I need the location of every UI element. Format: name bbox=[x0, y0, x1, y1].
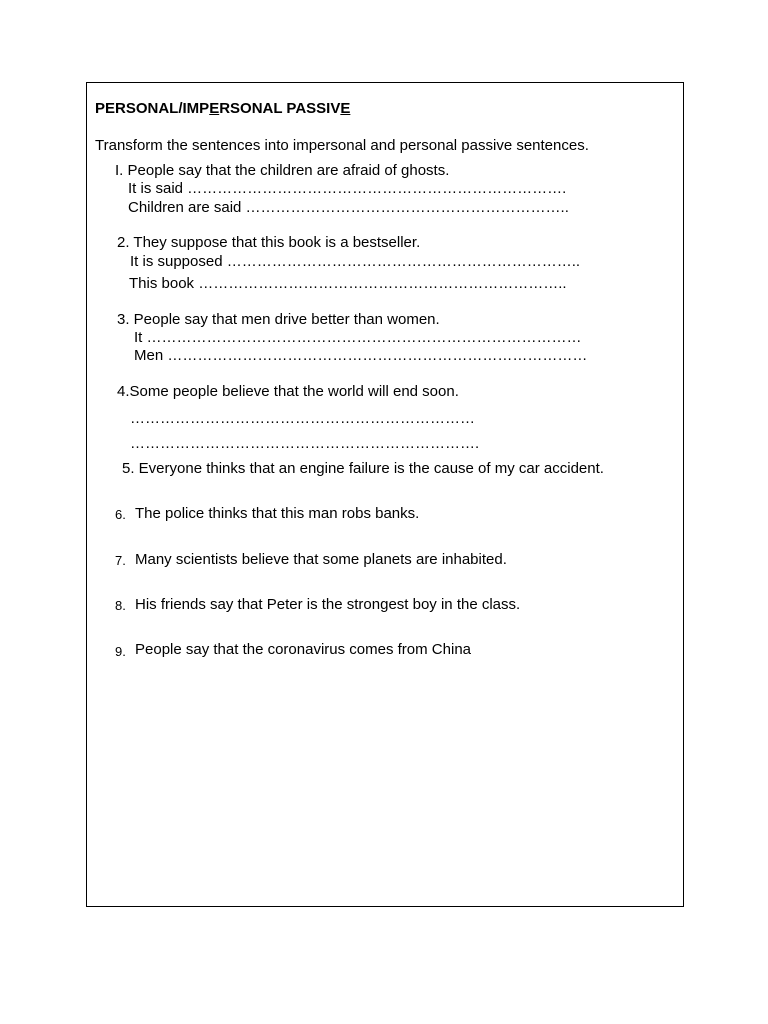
item-6-number: 6. bbox=[115, 507, 126, 522]
item-7-number: 7. bbox=[115, 553, 126, 568]
item-4-answer-1: …………………………………………………………… bbox=[130, 410, 475, 427]
item-3-answer-1: It …………………………………………………………………………… bbox=[134, 329, 582, 346]
item-1-answer-1: It is said …………………………………………………………………. bbox=[128, 180, 567, 197]
item-8-prompt: His friends say that Peter is the strongest boy in the class. bbox=[135, 596, 521, 613]
instruction-text: Transform the sentences into impersonal and personal passive sentences. bbox=[95, 137, 589, 154]
title-part-2: E bbox=[209, 100, 220, 117]
item-7-prompt: Many scientists believe that some planets are inhabited. bbox=[135, 551, 507, 568]
page-title bbox=[95, 100, 350, 118]
item-1-answer-2: Children are said ……………………………………………………….. bbox=[128, 199, 569, 216]
item-2-answer-2: This book ……………………………………………………………….. bbox=[129, 275, 567, 292]
item-6-prompt: The police thinks that this man robs banks. bbox=[135, 505, 420, 522]
item-9-prompt: People say that the coronavirus comes from China bbox=[135, 641, 471, 658]
item-5-prompt: 5. Everyone thinks that an engine failure is the cause of my car accident. bbox=[122, 460, 604, 477]
title-part-1: PERSONAL/IMP bbox=[95, 100, 210, 117]
title-part-4: E bbox=[340, 100, 351, 117]
item-9-number: 9. bbox=[115, 644, 126, 659]
title-part-3: RSONAL PASSIV bbox=[219, 100, 341, 117]
item-3-prompt: 3. People say that men drive better than women. bbox=[117, 311, 440, 328]
item-8-number: 8. bbox=[115, 598, 126, 613]
item-3-answer-2: Men ………………………………………………………………………… bbox=[134, 347, 588, 364]
item-4-prompt: 4.Some people believe that the world will end soon. bbox=[117, 383, 459, 400]
item-4-answer-2: ……………………………………………………………. bbox=[130, 435, 480, 452]
item-1-prompt: I. People say that the children are afraid of ghosts. bbox=[115, 162, 450, 179]
item-2-prompt: 2. They suppose that this book is a bestseller. bbox=[117, 234, 421, 251]
item-2-answer-1: It is supposed …………………………………………………………….. bbox=[130, 253, 581, 270]
